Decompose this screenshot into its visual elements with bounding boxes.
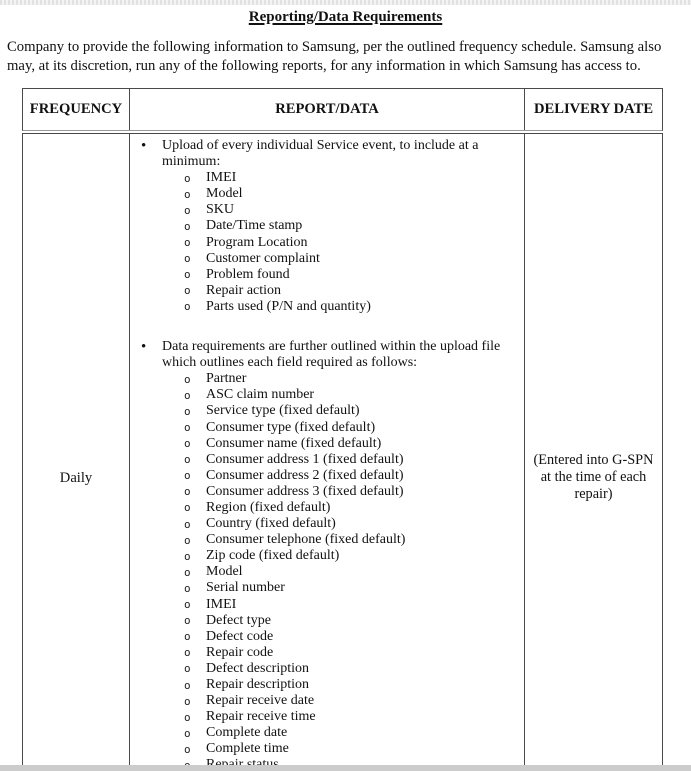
report-field-item: o Defect description [130,661,518,677]
page-title: Reporting/Data Requirements [248,9,443,25]
group-label-line: minimum: [162,154,221,170]
column-header-frequency: FREQUENCY [23,89,130,130]
report-field-item: o Model [130,564,518,580]
report-field-item: o Complete date [130,725,518,741]
report-field-item: o Defect code [130,629,518,645]
report-field-item: o Parts used (P/N and quantity) [130,299,518,315]
delivery-date-line: at the time of each [540,469,647,485]
report-field-item: o IMEI [130,597,518,613]
report-field-item: o Partner [130,371,518,387]
report-field-item: o Consumer telephone (fixed default) [130,532,518,548]
report-group [130,339,518,771]
group-label-line-with-bullet-icon: • Upload of every individual Service event, to include at a [130,138,518,154]
frequency-cell [23,134,130,771]
delivery-date-line: repair) [574,486,613,502]
report-field-item: o Defect type [130,613,518,629]
report-field-item: o Repair code [130,645,518,661]
report-field-item: o Service type (fixed default) [130,403,518,419]
report-field-item: o Repair receive time [130,709,518,725]
scan-edge-top [0,0,691,5]
report-field-item: o Region (fixed default) [130,500,518,516]
report-field-item: o IMEI [130,170,518,186]
report-field-item: o SKU [130,202,518,218]
report-field-item: o Repair description [130,677,518,693]
report-field-item: o Customer complaint [130,251,518,267]
table-body-row [22,133,663,771]
report-field-item: o Serial number [130,580,518,596]
table-header-row [22,88,663,131]
requirements-table [22,88,663,771]
report-field-item: o Problem found [130,267,518,283]
report-field-item: o Consumer type (fixed default) [130,420,518,436]
column-header-report-data: REPORT/DATA [130,89,525,130]
intro-paragraph [7,38,686,75]
report-field-item: o Consumer address 2 (fixed default) [130,468,518,484]
scan-edge-bottom [0,765,691,771]
report-group [130,138,518,315]
delivery-date-cell [525,134,662,771]
report-field-item: o Consumer address 3 (fixed default) [130,484,518,500]
report-field-item: o Complete time [130,741,518,757]
frequency-value: Daily [59,470,93,486]
delivery-date-line: (Entered into G-SPN [533,452,654,468]
report-field-item: o Date/Time stamp [130,218,518,234]
group-label-line-with-bullet-icon: • Data requirements are further outlined within the upload file [130,339,518,355]
report-data-cell [130,134,525,771]
report-field-item: o Country (fixed default) [130,516,518,532]
intro-line: may, at its discretion, run any of the following reports, for any information in which Samsung has access to. [7,57,641,74]
report-field-item: o Consumer name (fixed default) [130,436,518,452]
intro-line: Company to provide the following information to Samsung, per the outlined frequency schedule. Samsung also [7,39,662,55]
report-field-item: o Program Location [130,235,518,251]
report-field-item: o Consumer address 1 (fixed default) [130,452,518,468]
report-field-item: o Model [130,186,518,202]
report-field-item: o Zip code (fixed default) [130,548,518,564]
column-header-delivery-date: DELIVERY DATE [533,101,654,117]
report-field-item: o Repair receive date [130,693,518,709]
group-label-line: which outlines each field required as follows: [162,355,418,371]
report-field-item: o Repair action [130,283,518,299]
report-field-item: o ASC claim number [130,387,518,403]
